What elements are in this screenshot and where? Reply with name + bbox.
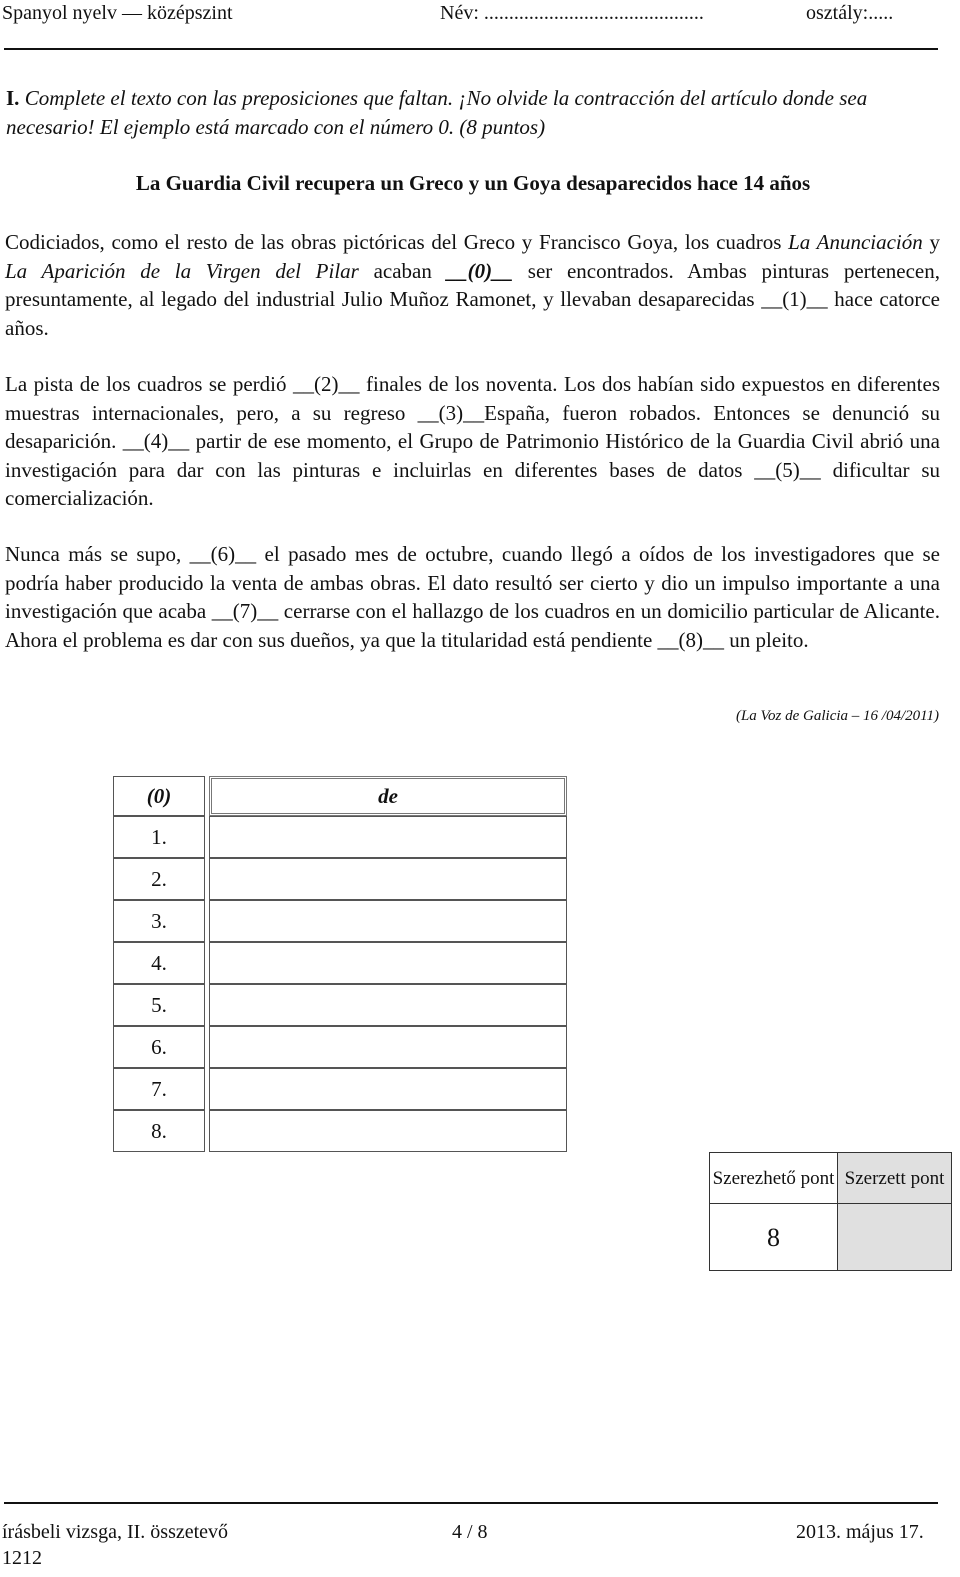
- earned-points-field[interactable]: [838, 1204, 952, 1271]
- gap-2: __(2)__: [293, 372, 360, 396]
- max-points-label: Szerezhető pont: [710, 1153, 838, 1204]
- answer-number: 7.: [113, 1068, 205, 1110]
- exercise-instruction: [6, 84, 938, 142]
- answer-number: 2.: [113, 858, 205, 900]
- example-row: [113, 776, 567, 816]
- article-title: La Guardia Civil recupera un Greco y un Goya desaparecidos hace 14 años: [135, 171, 811, 195]
- painting-title: La Aparición de la Virgen del Pilar: [5, 258, 359, 283]
- exercise-number: I.: [6, 86, 20, 110]
- answer-number: 6.: [113, 1026, 205, 1068]
- paragraph-3: [5, 540, 940, 654]
- header-class-field: osztály:.....: [806, 2, 894, 24]
- footer-divider: [4, 1502, 938, 1504]
- text: Nunca más se supo,: [5, 542, 190, 566]
- answer-field[interactable]: [209, 816, 567, 858]
- answer-number: 1.: [113, 816, 205, 858]
- answer-field[interactable]: [209, 1110, 567, 1152]
- text: España, fueron robados. Entonces se denunció su desaparición.: [5, 400, 940, 453]
- header-name-field: Név: ............................................: [440, 2, 704, 24]
- answer-table: [113, 776, 567, 1152]
- text: acaban: [358, 258, 447, 283]
- answer-number: 3.: [113, 900, 205, 942]
- example-label: (0): [113, 776, 205, 816]
- footer-page-number: 4 / 8: [452, 1521, 488, 1543]
- paragraph-2: [5, 370, 940, 513]
- gap-3: __(3)__: [417, 400, 485, 425]
- text: dificultar su comercialización.: [5, 457, 941, 510]
- answer-row: [113, 1110, 567, 1152]
- answer-row: [113, 942, 567, 984]
- answer-field[interactable]: [209, 942, 567, 984]
- instruction-text: Complete el texto con las preposiciones que faltan. ¡No olvide la contracción del artículo donde sea necesario! El ejemplo está marcado con el número 0. (8 puntos): [6, 86, 868, 139]
- paragraph-1: [5, 228, 940, 342]
- score-box: [709, 1152, 952, 1271]
- text: partir de ese momento, el Grupo de Patrimonio Histórico de la Guardia Civil abrió una investigación para dar con las pinturas e incluirlas en diferentes bases de datos: [5, 429, 940, 482]
- answer-row: [113, 1068, 567, 1110]
- gap-1: __(1)__: [761, 287, 828, 311]
- footer-exam-part: írásbeli vizsga, II. összetevő: [2, 1521, 229, 1543]
- text: finales de los noventa. Los dos habían sido expuestos en diferentes muestras internacionales, pero, a su regreso: [5, 372, 940, 425]
- earned-points-label: Szerzett pont: [838, 1153, 952, 1204]
- example-answer: de: [209, 776, 567, 816]
- gap-7: __(7)__: [211, 599, 279, 623]
- answer-field[interactable]: [209, 1026, 567, 1068]
- gap-6: __(6)__: [189, 542, 257, 566]
- text: el pasado mes de octubre, cuando llegó a oídos de los investigadores que se podría haber producido la venta de ambas obras. El dato resultó ser cierto y dio un impulso importante a una investigación que acaba: [5, 542, 940, 623]
- answer-row: [113, 984, 567, 1026]
- answer-row: [113, 900, 567, 942]
- header-subject: Spanyol nyelv — középszint: [2, 2, 233, 24]
- text: ser encontrados. Ambas pinturas pertenecen, presuntamente, al legado del industrial Julio Muñoz Ramonet, y llevaban desaparecidas: [5, 258, 940, 311]
- answer-number: 5.: [113, 984, 205, 1026]
- text: La pista de los cuadros se perdió: [5, 372, 294, 396]
- answer-row: [113, 858, 567, 900]
- answer-number: 8.: [113, 1110, 205, 1152]
- answer-field[interactable]: [209, 858, 567, 900]
- answer-field[interactable]: [209, 984, 567, 1026]
- text: Codiciados, como el resto de las obras pictóricas del Greco y Francisco Goya, los cuadros: [5, 230, 789, 254]
- footer-code: 1212: [2, 1547, 42, 1569]
- source-citation: (La Voz de Galicia – 16 /04/2011): [735, 708, 939, 724]
- answer-number: 4.: [113, 942, 205, 984]
- answer-field[interactable]: [209, 1068, 567, 1110]
- gap-8: __(8)__: [657, 627, 725, 652]
- gap-5: __(5)__: [754, 457, 821, 482]
- answer-row: [113, 816, 567, 858]
- text: cerrarse con el hallazgo de los cuadros en un domicilio particular de Alicante. Ahora el problema es dar con sus dueños, ya que la titularidad está pendiente: [5, 599, 940, 652]
- text: hace catorce años.: [5, 287, 940, 340]
- answer-rows: [113, 816, 567, 1152]
- answer-row: [113, 1026, 567, 1068]
- gap-0-example: __(0)__: [446, 258, 514, 283]
- max-points-value: 8: [710, 1204, 838, 1271]
- painting-title: La Anunciación: [788, 230, 923, 254]
- header-divider: [4, 48, 938, 50]
- answer-field[interactable]: [209, 900, 567, 942]
- text: un pleito.: [724, 627, 809, 652]
- gap-4: __(4)__: [122, 429, 190, 453]
- footer-date: 2013. május 17.: [796, 1521, 924, 1543]
- text: y: [922, 230, 940, 254]
